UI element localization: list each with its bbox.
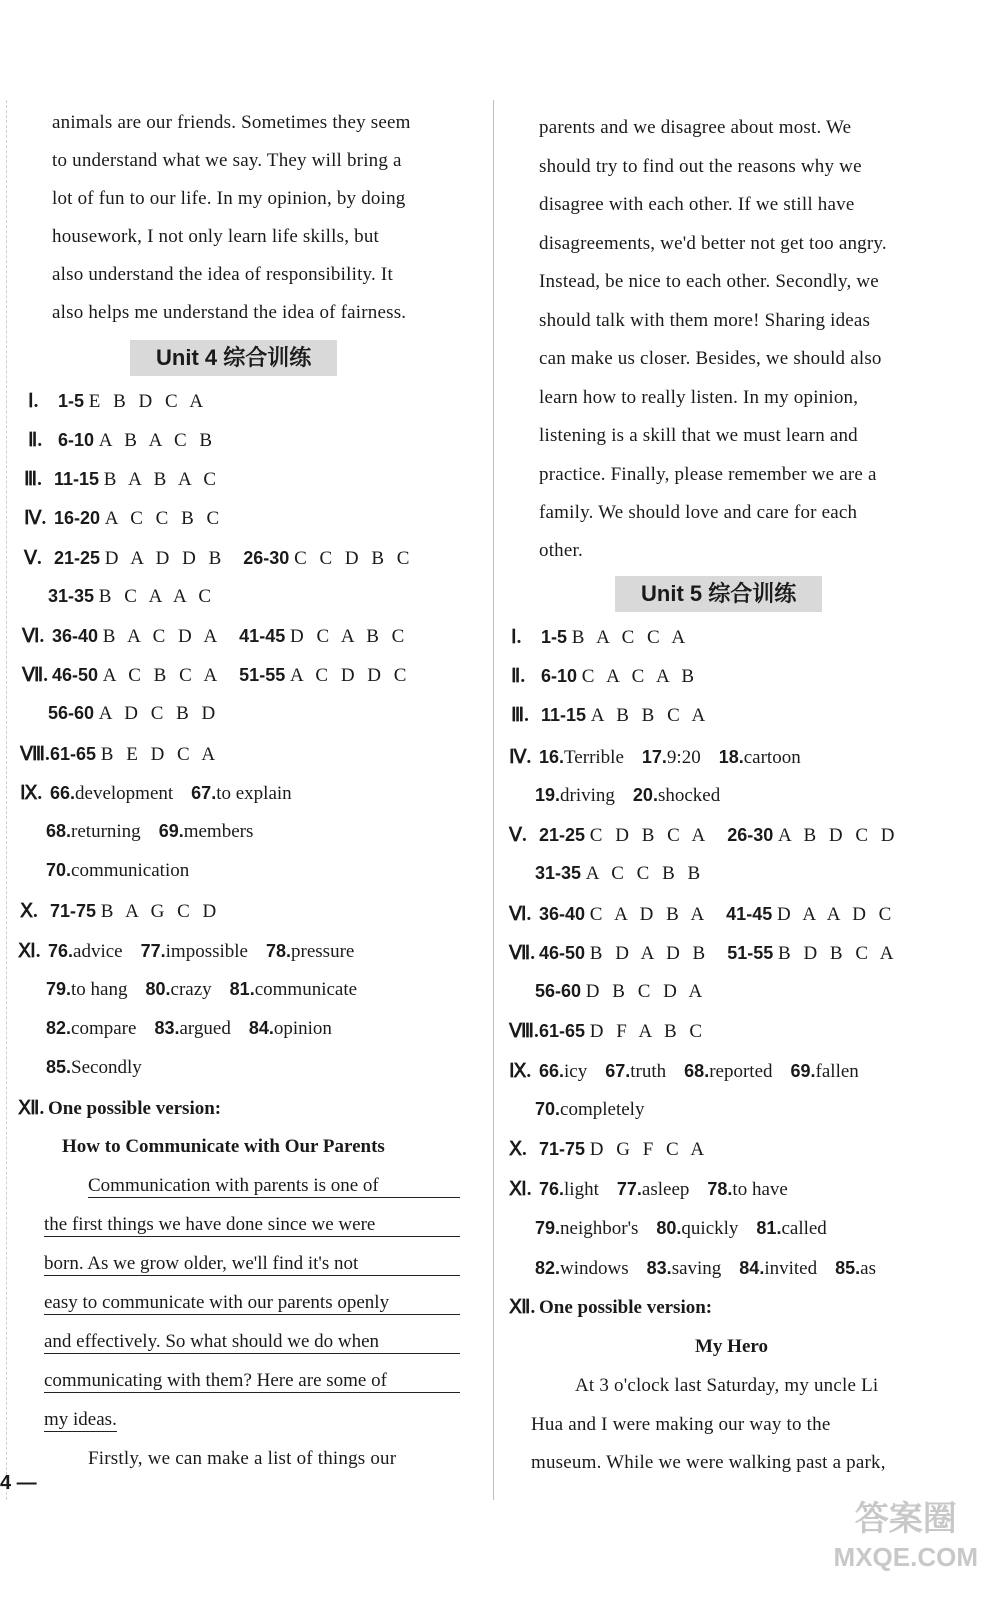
u5-row-VIII — [509, 1020, 706, 1043]
item-range: 71-75 — [50, 901, 97, 921]
section-number: Ⅰ. — [28, 391, 39, 412]
item-range: 26-30 — [243, 548, 290, 568]
section-number: Ⅶ. — [22, 665, 49, 686]
section-number: Ⅲ. — [24, 469, 42, 490]
answers: C A C A B — [581, 666, 699, 687]
item-range: 1-5 — [58, 391, 85, 411]
section-number: Ⅴ. — [509, 825, 527, 846]
item-range: 71-75 — [539, 1139, 586, 1159]
essay-line: Firstly, we can make a list of things our — [88, 1448, 397, 1469]
text-line: listening is a skill that we must learn and — [539, 425, 858, 446]
answers: C A D B A — [589, 904, 709, 925]
section-number: Ⅱ. — [28, 430, 43, 451]
essay-line: born. As we grow older, we'll find it's not — [44, 1253, 460, 1276]
section-number: Ⅰ. — [511, 627, 522, 648]
essay-line: and effectively. So what should we do when — [44, 1331, 460, 1354]
answers: B A B A C — [103, 469, 221, 490]
section-number: Ⅹ. — [20, 901, 38, 922]
section-number: Ⅷ. — [20, 744, 50, 765]
u5-row-X — [509, 1138, 708, 1161]
u4-row-I — [28, 390, 207, 413]
u4-row-VII — [22, 664, 410, 687]
answers: B A C D A — [102, 626, 222, 647]
text-line: housework, I not only learn life skills, but — [52, 226, 380, 247]
answers: B E D C A — [100, 744, 220, 765]
section-number: Ⅱ. — [511, 666, 526, 687]
u4-row-XI-cont2: 82.compare 83.argued 84.opinion — [46, 1018, 332, 1039]
section-number: Ⅷ. — [509, 1021, 539, 1042]
section-number: Ⅺ. — [509, 1179, 532, 1200]
item-range: 56-60 — [48, 703, 95, 723]
answers: B D A D B — [589, 943, 710, 964]
answers: A C D D C — [289, 665, 411, 686]
section-number: Ⅳ. — [24, 508, 47, 529]
u4-row-IX-cont2: 70.communication — [46, 860, 190, 881]
text-line: also understand the idea of responsibility. It — [52, 264, 393, 285]
item-range: 1-5 — [541, 627, 568, 647]
answers: B C A A C — [98, 586, 216, 607]
answers: D G F C A — [589, 1139, 709, 1160]
text-line: practice. Finally, please remember we are a — [539, 464, 877, 485]
section-number: Ⅶ. — [509, 943, 536, 964]
answers: A D C B D — [98, 703, 220, 724]
item-range: 16-20 — [54, 508, 101, 528]
answers: D A D D B — [104, 548, 226, 569]
answers: B A C C A — [571, 627, 690, 648]
u5-row-XI-cont: 79.neighbor's 80.quickly 81.called — [535, 1218, 827, 1239]
item-range: 36-40 — [539, 904, 586, 924]
section-number: Ⅴ. — [24, 548, 42, 569]
answers: A C C B C — [104, 508, 224, 529]
u5-row-IX-cont: 70.completely — [535, 1099, 645, 1120]
u5-row-III — [511, 704, 709, 727]
item-range: 31-35 — [48, 586, 95, 606]
u5-row-IV: Ⅳ. 16.Terrible 17.9:20 18.cartoon — [509, 747, 801, 768]
essay-line: museum. While we were walking past a park, — [531, 1452, 886, 1473]
essay-line: At 3 o'clock last Saturday, my uncle Li — [575, 1375, 879, 1396]
u4-row-VIII — [20, 743, 219, 766]
item-range: 21-25 — [539, 825, 586, 845]
section-number: Ⅸ. — [509, 1061, 532, 1082]
text-line: other. — [539, 540, 583, 561]
answers: A C C B B — [585, 863, 705, 884]
u5-row-VI — [509, 903, 895, 926]
answers: B D B C A — [778, 943, 898, 964]
u4-row-III — [24, 468, 220, 491]
answers: B A G C D — [100, 901, 221, 922]
text-line: Instead, be nice to each other. Secondly, we — [539, 271, 879, 292]
essay-line: the first things we have done since we were — [44, 1214, 460, 1237]
item-range: 41-45 — [239, 626, 286, 646]
u5-row-IX: Ⅸ. 66.icy 67.truth 68.reported 69.fallen — [509, 1061, 859, 1082]
u4-row-XI: Ⅺ. 76.advice 77.impossible 78.pressure — [18, 941, 355, 962]
answers: D B C D A — [585, 981, 707, 1002]
section-number: Ⅵ. — [509, 904, 532, 925]
page-number: 4 — — [0, 1472, 37, 1494]
u4-row-XII: Ⅻ. One possible version: — [18, 1098, 222, 1119]
section-number: Ⅹ. — [509, 1139, 527, 1160]
u5-row-XI-cont2: 82.windows 83.saving 84.invited 85.as — [535, 1258, 876, 1279]
u5-row-XII: Ⅻ. One possible version: — [509, 1297, 713, 1318]
u5-row-V-cont — [535, 863, 704, 885]
u4-row-VII-cont — [48, 703, 219, 725]
item-range: 11-15 — [54, 469, 100, 489]
u4-row-II — [28, 429, 216, 452]
essay-title: How to Communicate with Our Parents — [62, 1136, 385, 1157]
unit5-header: Unit 5 综合训练 — [615, 576, 822, 612]
answers: C C D B C — [294, 548, 414, 569]
answers: A B B C A — [590, 705, 710, 726]
text-line: animals are our friends. Sometimes they seem — [52, 112, 411, 133]
section-number: Ⅳ. — [509, 747, 532, 768]
u4-row-V — [24, 547, 413, 570]
answers: C D B C A — [589, 825, 710, 846]
text-line: can make us closer. Besides, we should also — [539, 348, 882, 369]
text-line: also helps me understand the idea of fairness. — [52, 302, 407, 323]
text-line: parents and we disagree about most. We — [539, 117, 852, 138]
item-range: 51-55 — [727, 943, 774, 963]
answers: D F A B C — [589, 1021, 707, 1042]
u4-row-XI-cont: 79.to hang 80.crazy 81.communicate — [46, 979, 358, 1000]
item-range: 46-50 — [52, 665, 99, 685]
answers: A B D C D — [778, 825, 899, 846]
item-range: 21-25 — [54, 548, 101, 568]
answers: D A A D C — [776, 904, 896, 925]
u5-row-II — [511, 665, 698, 688]
item-range: 6-10 — [541, 666, 578, 686]
u4-row-IV — [24, 507, 223, 530]
u4-row-VI — [22, 625, 408, 648]
essay-line: Communication with parents is one of — [88, 1175, 460, 1198]
item-range: 36-40 — [52, 626, 99, 646]
essay-line: Hua and I were making our way to the — [531, 1414, 831, 1435]
item-range: 56-60 — [535, 981, 582, 1001]
item-range: 41-45 — [726, 904, 773, 924]
item-range: 11-15 — [541, 705, 587, 725]
column-divider — [493, 100, 494, 1500]
u5-row-XI: Ⅺ. 76.light 77.asleep 78.to have — [509, 1179, 788, 1200]
item-range: 26-30 — [727, 825, 774, 845]
essay-title: My Hero — [695, 1336, 768, 1357]
u5-row-VII-cont — [535, 981, 706, 1003]
essay-line: my ideas. — [44, 1409, 117, 1430]
text-line: should try to find out the reasons why we — [539, 156, 862, 177]
item-range: 51-55 — [239, 665, 286, 685]
u5-row-IV-cont: 19.driving 20.shocked — [535, 785, 721, 806]
answers: A C B C A — [102, 665, 222, 686]
u5-row-I — [511, 626, 689, 649]
text-line: should talk with them more! Sharing ideas — [539, 310, 871, 331]
u4-row-IX-cont: 68.returning 69.members — [46, 821, 254, 842]
essay-line: communicating with them? Here are some of — [44, 1370, 460, 1393]
item-range: 46-50 — [539, 943, 586, 963]
section-number: Ⅸ. — [20, 783, 43, 804]
text-line: learn how to really listen. In my opinion, — [539, 387, 859, 408]
text-line: lot of fun to our life. In my opinion, by doing — [52, 188, 406, 209]
answers: D C A B C — [289, 626, 409, 647]
u4-row-XI-cont3: 85.Secondly — [46, 1057, 142, 1078]
item-range: 61-65 — [539, 1021, 586, 1041]
section-number: Ⅵ. — [22, 626, 45, 647]
item-range: 31-35 — [535, 863, 582, 883]
text-line: disagreements, we'd better not get too angry. — [539, 233, 887, 254]
left-margin-line — [6, 100, 7, 1500]
section-number: Ⅲ. — [511, 705, 529, 726]
u4-row-IX: Ⅸ. 66.development 67.to explain — [20, 783, 292, 804]
text-line: disagree with each other. If we still have — [539, 194, 855, 215]
answers: A B A C B — [98, 430, 217, 451]
text-line: family. We should love and care for each — [539, 502, 858, 523]
section-number: Ⅻ. — [509, 1297, 536, 1318]
u5-row-V — [509, 824, 898, 847]
section-number: Ⅻ. — [18, 1098, 45, 1119]
u4-row-V-cont — [48, 586, 215, 608]
u5-row-VII — [509, 942, 897, 965]
essay-line: easy to communicate with our parents openly — [44, 1292, 460, 1315]
unit4-header: Unit 4 综合训练 — [130, 340, 337, 376]
answers: E B D C A — [88, 391, 208, 412]
text-line: to understand what we say. They will bring a — [52, 150, 402, 171]
item-range: 61-65 — [50, 744, 97, 764]
u4-row-X — [20, 900, 220, 923]
section-number: Ⅺ. — [18, 941, 41, 962]
item-range: 6-10 — [58, 430, 95, 450]
watermark-logo: 答案圈 MXQE.COM — [833, 1500, 978, 1572]
